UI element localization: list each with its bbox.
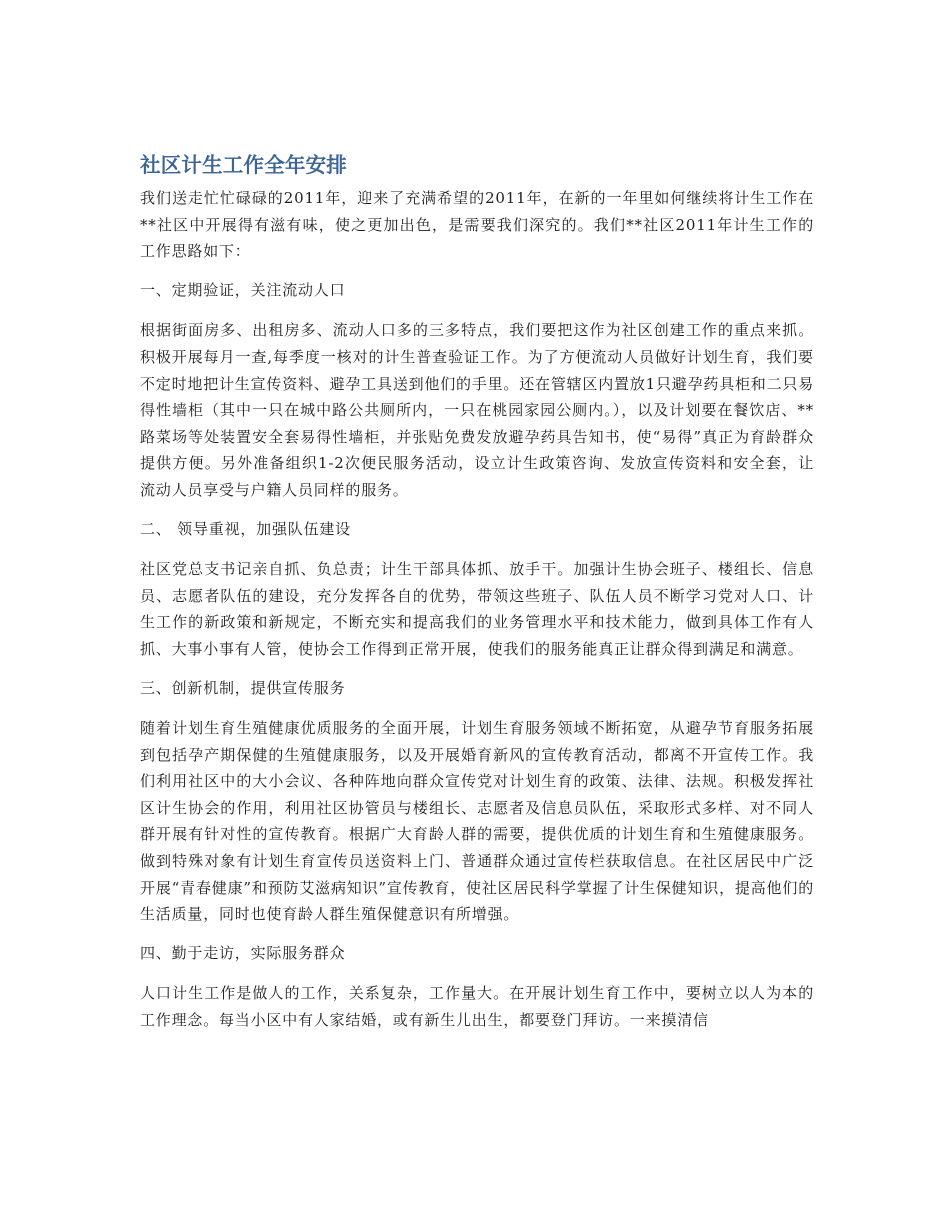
section-1-heading: 一、定期验证，关注流动人口: [140, 280, 346, 299]
section-3-body: 随着计划生育生殖健康优质服务的全面开展，计划生育服务领域不断拓宽，从避孕节育服务拓展到包括孕产期保健的生殖健康服务，以及开展婚育新风的宣传教育活动，都离不开宣传工作。我们利用社区中的大小会议、各种阵地向群众宣传党对计划生育的政策、法律、法规。积极发挥社区计生协会的作用，利用社区协管员与楼组长、志愿者及信息员队伍，采取形式多样、对不同人群开展有针对性的宣传教育。根据广大育龄人群的需要，提供优质的计划生育和生殖健康服务。做到特殊对象有计划生育宣传员送资料上门、普通群众通过宣传栏获取信息。在社区居民中广泛开展“青春健康”和预防艾滋病知识”宣传教育，使社区居民科学掌握了计生保健知识，提高他们的生活质量，同时也使育龄人群生殖保健意识有所增强。: [140, 719, 814, 924]
section-2-body: 社区党总支书记亲自抓、负总责；计生干部具体抓、放手干。加强计生协会班子、楼组长、信息员、志愿者队伍的建设，充分发挥各自的优势，带领这些班子、队伍人员不断学习党对人口、计生工作的新政策和新规定，不断充实和提高我们的业务管理水平和技术能力，做到具体工作有人抓、大事小事有人管，使协会工作得到正常开展，使我们的服务能真正让群众得到满足和满意。: [140, 560, 814, 658]
section-4-heading: 四、勤于走访，实际服务群众: [140, 943, 346, 962]
section-4-body: 人口计生工作是做人的工作，关系复杂，工作量大。在开展计划生育工作中，要树立以人为本的工作理念。每当小区中有人家结婚，或有新生儿出生，都要登门拜访。一来摸清信: [140, 984, 814, 1030]
section-2-heading: 二、 领导重视，加强队伍建设: [140, 519, 351, 538]
section-1-body: 根据街面房多、出租房多、流动人口多的三多特点，我们要把这作为社区创建工作的重点来抓。积极开展每月一查,每季度一核对的计生普查验证工作。为了方便流动人员做好计划生育，我们要不定时地把计生宣传资料、避孕工具送到他们的手里。还在管辖区内置放1只避孕药具柜和二只易得性墙柜（其中一只在城中路公共厕所内，一只在桃园家园公厕内。），以及计划要在餐饮店、**路菜场等处装置安全套易得性墙柜，并张贴免费发放避孕药具告知书，使“易得”真正为育龄群众提供方便。另外准备组织1-2次便民服务活动，设立计生政策咨询、发放宣传资料和安全套，让流动人员享受与户籍人员同样的服务。: [140, 321, 814, 499]
intro-paragraph: 我们送走忙忙碌碌的2011年，迎来了充满希望的2011年，在新的一年里如何继续将计生工作在**社区中开展得有滋有味，使之更加出色，是需要我们深究的。我们**社区2011年计生工作的工作思路如下：: [140, 189, 814, 261]
document-content: [140, 148, 814, 1034]
section-3-heading: 三、创新机制，提供宣传服务: [140, 678, 346, 697]
document-title: 社区计生工作全年安排: [140, 153, 347, 177]
